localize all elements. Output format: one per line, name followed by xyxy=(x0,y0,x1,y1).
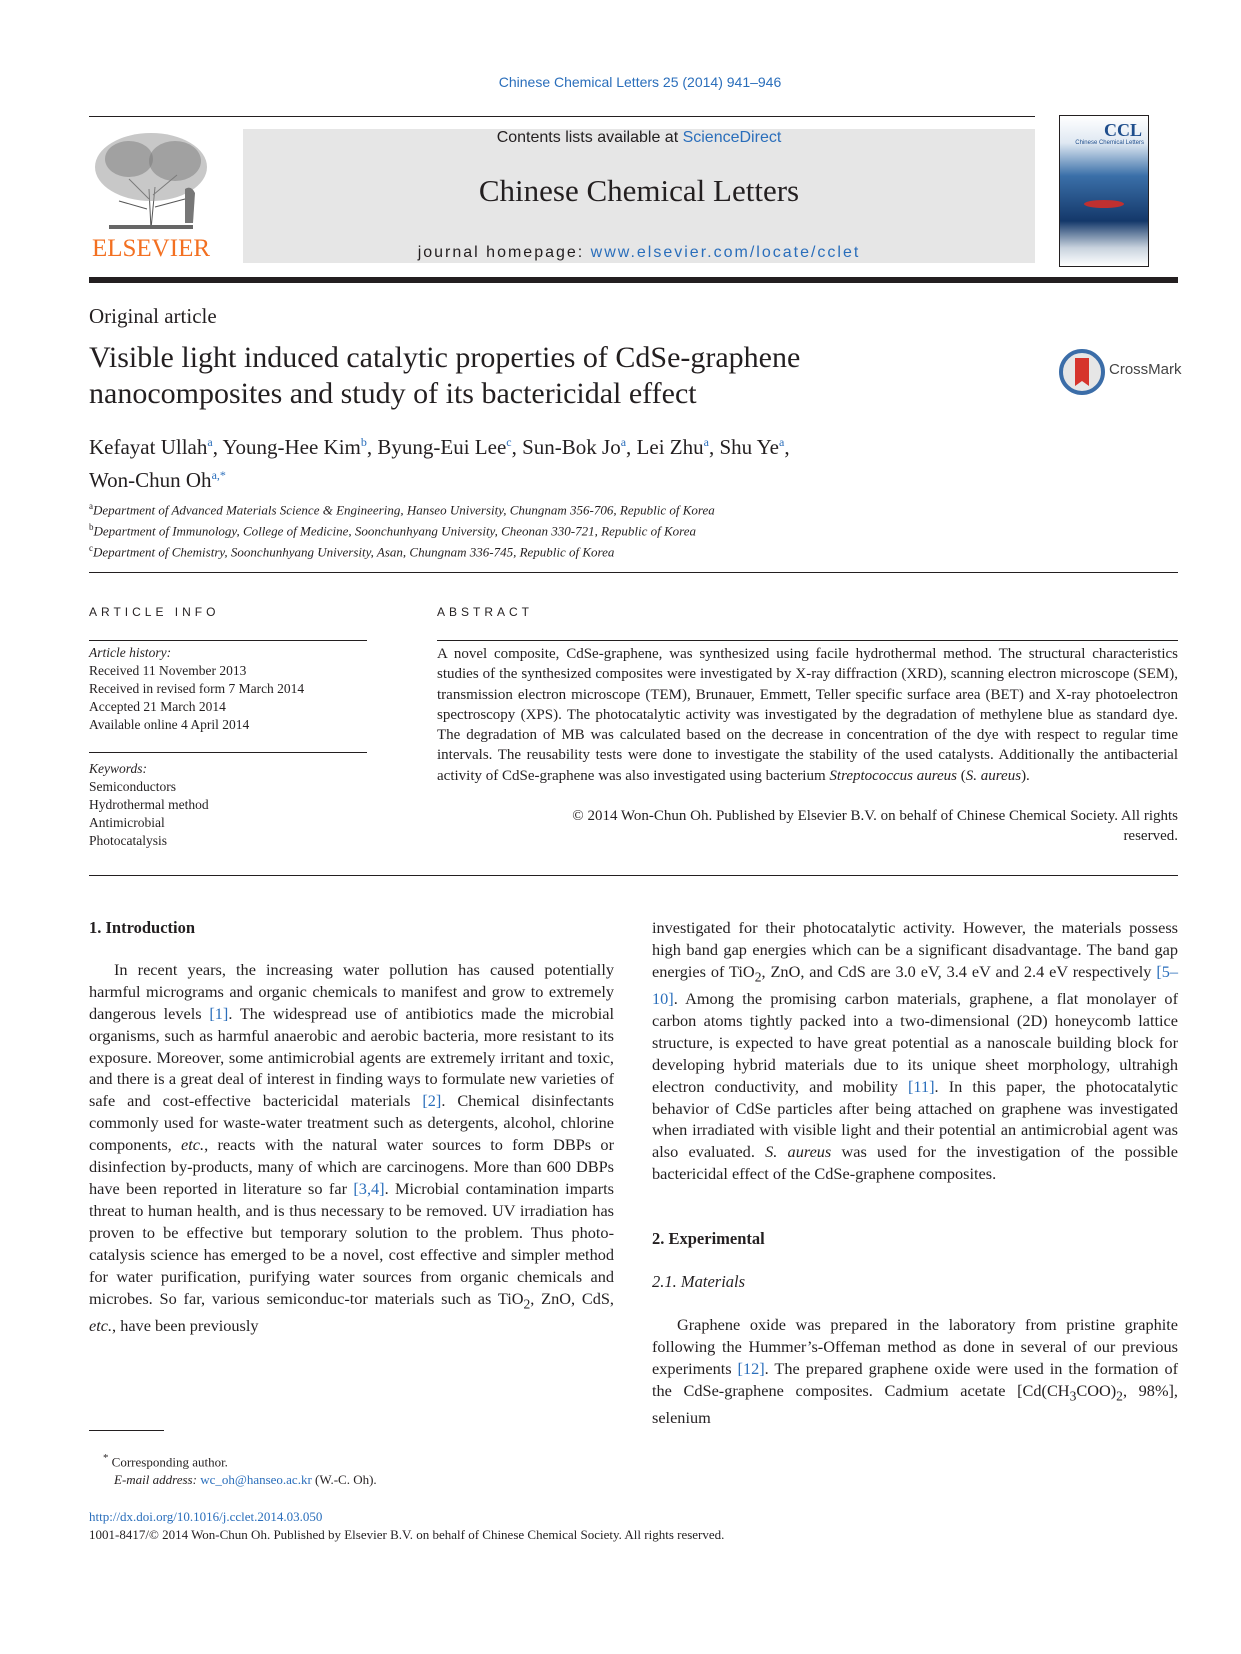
author[interactable]: Byung-Eui Lee$^c$ xyxy=(377,435,512,459)
cover-title: CCL xyxy=(1103,120,1142,140)
author[interactable]: Sun-Bok Jo$^a$ xyxy=(522,435,627,459)
keyword: Semiconductors xyxy=(89,779,176,794)
author[interactable]: Won-Chun $Oh^{a,*}$ xyxy=(89,468,226,492)
article-history xyxy=(89,644,367,734)
keywords-label: Keywords: xyxy=(89,761,147,776)
history-item: Received 11 November 2013 xyxy=(89,663,247,678)
history-item: Accepted 21 March 2014 xyxy=(89,699,226,714)
cover-graphic xyxy=(1084,200,1124,208)
section-heading-experimental: 2. Experimental xyxy=(652,1229,765,1249)
article-info-rule xyxy=(89,640,367,641)
contents-line xyxy=(243,129,1035,147)
article-info-label: ARTICLE INFO xyxy=(89,605,220,619)
crossmark-label: CrossMark xyxy=(1109,361,1182,378)
section-heading-introduction: 1. Introduction xyxy=(89,918,196,937)
abstract-text: A novel composite, CdSe-graphene, was synthesized using facile hydrothermal method. The structural characteristics studies of the synthesized composites were investigated by X-ray diffraction (XRD), scanning electron microscope (SEM), transmission electron microscope (TEM), Brunauer, Emmett, Teller specific surface area (BET) and X-ray photoelectron spectroscopy (XPS). The photocatalytic activity was investigated by the degradation of methylene blue as standard dye. The degradation of MB was calculated based on the decrease in concentration of the dye with respect to regular time intervals. The reusability tests were done to investigate the stability of the used catalysts. Additionally the antibacterial activity of CdSe-graphene was also investigated using bacterium Streptococcus aureus (S. aureus). xyxy=(437,646,1178,784)
body-column-left xyxy=(89,917,614,1337)
reference-link[interactable]: [11] xyxy=(908,1076,935,1096)
title-line-2: nanocomposites and study of its bactericidal effect xyxy=(89,377,697,410)
affiliation-c: $^c$Department of Chemistry, Soonchunhyang University, Asan, Chungnam 336-745, Republic of Korea xyxy=(89,542,615,559)
author-affiliation-mark[interactable]: c xyxy=(506,435,512,449)
issn-copyright: 1001-8417/© 2014 Won-Chun Oh. Published by Elsevier B.V. on behalf of Chinese Chemical Society. All rights reserved. xyxy=(89,1527,725,1542)
contents-prefix: Contents lists available at xyxy=(496,129,683,146)
keyword: Photocatalysis xyxy=(89,833,167,848)
author[interactable]: Young-Hee Kim$^b$ xyxy=(222,435,367,459)
email-link[interactable]: wc_oh@hanseo.ac.kr xyxy=(200,1472,312,1488)
corresponding-author-footnote xyxy=(89,1449,589,1489)
author-affiliation-mark[interactable]: b xyxy=(360,435,367,449)
footnote-email-line: E-mail address: wc_oh@hanseo.ac.kr (W.-C. Oh). xyxy=(114,1472,377,1488)
affiliation-a: $^a$Department of Advanced Materials Science & Engineering, Hanseo University, Chungnam 356-706, Republic of Korea xyxy=(89,501,715,518)
author-affiliation-mark[interactable]: a xyxy=(703,435,709,449)
abstract-label: ABSTRACT xyxy=(437,605,534,619)
introduction-paragraph: In recent years, the increasing water pollution has caused potentially harmful micrograms and organic chemicals to manifest and grow to extremely dangerous levels [1]. The widespread use of antibiotics made the microbial organisms, such as harmful anaerobic and aerobic bacteria, more resistant to its exposure. Moreover, some antimicrobial agents are extremely irritant and toxic, and there is a great deal of interest in finding ways to formulate new varieties of safe and cost-effective bactericidal materials [2]. Chemical disinfectants commonly used for waste-water treatment such as detergents, alcohol, chlorine components, etc., reacts with the natural water sources to form DBPs or disinfection by-products, many of which are carcinogens. More than 600 DBPs have been reported in literature so far [3,4]. Microbial contamination imparts threat to human health, and is thus necessary to be removed. UV irradiation has proven to be effective but temporary solution to the problem. Thus photo-catalysis science has emerged to be a novel, cost effective and simpler method for water purification, purifying water sources from organic chemicals and microbes. So far, various semiconduc-tor materials such as TiO$_2$, ZnO, CdS, etc., have been previously xyxy=(89,959,615,1335)
header-rule xyxy=(89,116,1035,117)
abstract-copyright: © 2014 Won-Chun Oh. Published by Elsevier B.V. on behalf of Chinese Chemical Society. All rights reserved. xyxy=(572,808,1178,845)
reference-link[interactable]: [5–10] xyxy=(652,961,1179,1008)
author[interactable]: Shu Ye$^a$ xyxy=(719,435,785,459)
journal-citation[interactable]: Chinese Chemical Letters 25 (2014) 941–946 xyxy=(498,74,782,90)
history-item: Received in revised form 7 March 2014 xyxy=(89,681,305,696)
cover-subtitle: Chinese Chemical Letters xyxy=(1075,140,1144,146)
title-line-1: Visible light induced catalytic properties of CdSe-graphene xyxy=(89,341,801,374)
header-thick-rule xyxy=(89,277,1178,283)
history-label: Article history: xyxy=(89,645,172,660)
homepage-line xyxy=(243,244,1035,262)
abstract-rule xyxy=(437,640,1178,641)
page-footer xyxy=(89,1508,1178,1544)
tree-icon xyxy=(89,129,213,233)
species-abbrev: S. aureus xyxy=(965,767,1022,784)
section-rule xyxy=(89,875,1178,876)
homepage-prefix: journal homepage: xyxy=(417,244,591,261)
author[interactable]: Lei Zhu$^a$ xyxy=(636,435,709,459)
reference-link[interactable]: [2] xyxy=(422,1091,442,1111)
author[interactable]: Kefayat Ullah$^a$ xyxy=(89,435,213,459)
species-name: Streptococcus aureus xyxy=(829,767,958,784)
keywords xyxy=(89,760,367,850)
affiliations xyxy=(89,498,1178,560)
keywords-rule xyxy=(89,752,367,753)
elsevier-wordmark: ELSEVIER xyxy=(91,235,211,262)
keyword: Antimicrobial xyxy=(89,815,165,830)
author-list: Kefayat Ullah$^a$, Young-Hee Kim$^b$, Byung-Eui Lee$^c$, Sun-Bok Jo$^a$, Lei Zhu$^a$, Shu Ye$^a$, Won-Chun $Oh^{a,*}$ xyxy=(89,435,790,492)
author-affiliation-mark[interactable]: a,* xyxy=(211,468,226,482)
keyword: Hydrothermal method xyxy=(89,797,209,812)
homepage-link[interactable]: www.elsevier.com/locate/cclet xyxy=(590,244,861,261)
journal-title: Chinese Chemical Letters xyxy=(478,173,800,208)
affiliation-b: $^b$Department of Immunology, College of Medicine, Soonchunhyang University, Cheonan 330-721, Republic of Korea xyxy=(89,521,696,539)
journal-masthead xyxy=(243,129,1035,263)
doi-link[interactable]: http://dx.doi.org/10.1016/j.cclet.2014.03.050 xyxy=(89,1509,323,1524)
body-column-right xyxy=(652,917,1178,1429)
footnote-rule xyxy=(89,1430,164,1431)
journal-cover-thumbnail[interactable] xyxy=(1059,115,1149,267)
footnote-line: * Corresponding author. xyxy=(103,1452,228,1470)
author-affiliation-mark[interactable]: a xyxy=(207,435,213,449)
reference-link[interactable]: [1] xyxy=(209,1003,229,1023)
reference-link[interactable]: [3,4] xyxy=(353,1178,385,1198)
article-title xyxy=(89,340,949,412)
author-affiliation-mark[interactable]: a xyxy=(778,435,785,449)
section-rule xyxy=(89,572,1178,573)
history-item: Available online 4 April 2014 xyxy=(89,717,250,732)
article-type: Original article xyxy=(89,304,217,328)
crossmark-icon xyxy=(1059,349,1105,395)
materials-paragraph: Graphene oxide was prepared in the laboratory from pristine graphite following the Hummer’s-Offeman method as done in several of our previous experiments [12]. The prepared graphene oxide were used in the formation of the CdSe-graphene composites. Cadmium acetate [$Cd(CH_3COO)_2$, 98%], selenium xyxy=(652,1314,1179,1427)
introduction-paragraph-continued: investigated for their photocatalytic activity. However, the materials possess high band gap energies which can be a significant disadvantage. The band gap energies of TiO$_2$, ZnO, and CdS are 3.0 eV, 3.4 eV and 2.4 eV respectively [5–10]. Among the promising carbon materials, graphene, a flat monolayer of carbon atoms tightly packed into a two-dimensional (2D) honeycomb lattice structure, is expected to have great potential as a nanoscale building block for developing hybrid materials due to its unique sheet morphology, ultrahigh electron conductivity, and mobility [11]. In this paper, the photocatalytic behavior of CdSe particles after being attached on graphene was investigated when irradiated with visible light and their potential an antimicrobial agent was also evaluated. S. aureus was used for the investigation of the possible bactericidal effect of the CdSe-graphene composites. xyxy=(652,918,1179,1184)
sciencedirect-link[interactable]: ScienceDirect xyxy=(682,129,782,146)
crossmark-badge[interactable] xyxy=(1059,349,1189,393)
author-affiliation-mark[interactable]: a xyxy=(620,435,627,449)
elsevier-logo[interactable] xyxy=(89,129,213,263)
reference-link[interactable]: [12] xyxy=(737,1358,765,1378)
subsection-heading-materials: 2.1. Materials xyxy=(652,1272,746,1292)
